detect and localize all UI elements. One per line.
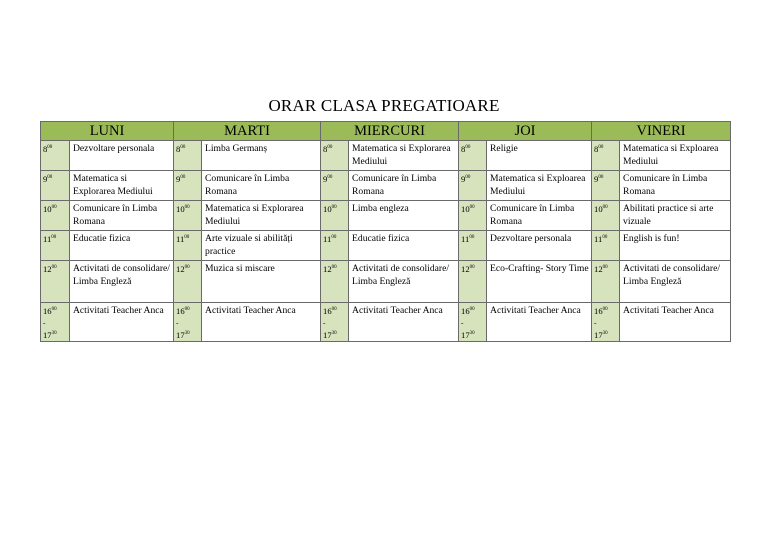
time-cell-marti [174,171,202,201]
day-header-joi: JOI [459,122,592,141]
time-cell-miercuri [321,141,349,171]
time-cell-miercuri [321,201,349,231]
time-end-minutes: 30 [51,330,57,336]
time-hour: 12 [461,263,470,274]
time-hour: 9 [594,174,599,184]
time-minutes: 00 [469,264,475,270]
activity-cell-joi: Eco-Crafting- Story Time [487,260,592,302]
activity-cell-luni: Educatie fizica [70,230,174,260]
time-minutes: 00 [51,306,57,312]
time-hour: 16 [461,305,470,316]
time-minutes: 00 [469,205,475,210]
activity-cell-luni: Dezvoltare personala [70,141,174,171]
time-cell-joi [459,171,487,201]
time-hour: 11 [594,233,603,244]
time-cell-miercuri [321,260,349,302]
time-minutes: 00 [47,175,53,180]
time-cell-luni [41,260,70,302]
time-minutes: 00 [184,306,190,312]
time-cell-marti [174,302,202,341]
time-hour: 8 [461,144,466,154]
activity-cell-marti: Activitati Teacher Anca [202,302,321,341]
page-title: ORAR CLASA PREGATIOARE [268,96,500,115]
time-range-dash: - [594,317,597,327]
time-hour: 11 [461,233,470,244]
time-hour: 10 [323,204,332,214]
time-minutes: 00 [51,205,57,210]
time-minutes: 00 [51,234,57,240]
table-row [41,141,731,171]
activity-cell-vineri: Activitati Teacher Anca [620,302,731,341]
activity-cell-marti: Muzica si miscare [202,260,321,302]
time-hour: 8 [323,144,328,154]
activity-cell-vineri: Abilitati practice si arte vizuale [620,201,731,231]
table-row [41,171,731,201]
time-hour: 16 [43,305,52,316]
activity-cell-marti: Limba Germanș [202,141,321,171]
time-minutes: 00 [602,306,608,312]
activity-cell-luni: Matematica si Explorarea Mediului [70,171,174,201]
time-hour: 9 [323,174,328,184]
time-minutes: 00 [465,175,471,180]
activity-cell-vineri: Matematica si Exploarea Mediului [620,141,731,171]
time-cell-joi [459,141,487,171]
time-hour: 10 [594,204,603,214]
activity-cell-marti: Arte vizuale si abilități practice [202,230,321,260]
time-end-hour: 17 [461,329,470,340]
time-end-minutes: 30 [469,330,475,336]
time-hour: 10 [43,204,52,214]
time-end-minutes: 30 [331,330,337,336]
time-minutes: 00 [465,145,471,150]
time-minutes: 00 [602,205,608,210]
time-minutes: 00 [598,175,604,180]
time-end-hour: 17 [594,329,603,340]
time-minutes: 00 [327,145,333,150]
time-minutes: 00 [469,306,475,312]
day-header-vineri: VINERI [592,122,731,141]
time-end-minutes: 30 [184,330,190,336]
time-cell-joi [459,260,487,302]
time-minutes: 00 [331,234,337,240]
time-cell-miercuri [321,171,349,201]
time-cell-luni [41,302,70,341]
time-hour: 10 [176,204,185,214]
time-cell-vineri [592,302,620,341]
time-cell-joi [459,230,487,260]
time-cell-luni [41,171,70,201]
time-hour: 12 [594,263,603,274]
time-minutes: 00 [602,234,608,240]
time-cell-vineri [592,141,620,171]
time-range-dash: - [176,317,179,327]
time-minutes: 00 [180,145,186,150]
time-cell-miercuri [321,302,349,341]
time-cell-miercuri [321,230,349,260]
activity-cell-vineri: Comunicare în Limba Romana [620,171,731,201]
time-cell-vineri [592,201,620,231]
time-cell-marti [174,141,202,171]
time-minutes: 00 [331,264,337,270]
time-end-hour: 17 [323,329,332,340]
time-hour: 11 [176,233,185,244]
day-header-luni: LUNI [41,122,174,141]
activity-cell-marti: Comunicare în Limba Romana [202,171,321,201]
activity-cell-joi: Matematica si Exploarea Mediului [487,171,592,201]
activity-cell-miercuri: Matematica si Explorarea Mediului [349,141,459,171]
time-minutes: 00 [184,234,190,240]
time-minutes: 00 [51,264,57,270]
time-minutes: 00 [331,205,337,210]
activity-cell-miercuri: Activitati de consolidare/ Limba Engleză [349,260,459,302]
activity-cell-joi: Dezvoltare personala [487,230,592,260]
activity-cell-joi: Religie [487,141,592,171]
day-header-marti: MARTI [174,122,321,141]
time-hour: 16 [176,305,185,316]
time-minutes: 00 [598,145,604,150]
time-hour: 11 [323,233,332,244]
time-hour: 16 [594,305,603,316]
time-minutes: 00 [180,175,186,180]
time-cell-joi [459,302,487,341]
time-cell-luni [41,230,70,260]
time-hour: 12 [176,263,185,274]
time-cell-vineri [592,230,620,260]
time-cell-marti [174,230,202,260]
time-cell-marti [174,201,202,231]
time-hour: 9 [461,174,466,184]
activity-cell-luni: Activitati de consolidare/ Limba Engleză [70,260,174,302]
activity-cell-luni: Comunicare în Limba Romana [70,201,174,231]
time-range-dash: - [323,317,326,327]
day-header-miercuri: MIERCURI [321,122,459,141]
time-cell-joi [459,201,487,231]
time-minutes: 00 [327,175,333,180]
table-row [41,201,731,231]
time-hour: 12 [43,263,52,274]
time-minutes: 00 [602,264,608,270]
time-minutes: 00 [469,234,475,240]
time-end-minutes: 30 [602,330,608,336]
activity-cell-vineri: English is fun! [620,230,731,260]
activity-cell-joi: Activitati Teacher Anca [487,302,592,341]
time-minutes: 00 [184,264,190,270]
activity-cell-joi: Comunicare în Limba Romana [487,201,592,231]
time-minutes: 00 [184,205,190,210]
activity-cell-miercuri: Educatie fizica [349,230,459,260]
header-row [41,122,731,141]
time-cell-luni [41,141,70,171]
time-hour: 8 [176,144,181,154]
activity-cell-miercuri: Comunicare în Limba Romana [349,171,459,201]
time-minutes: 00 [47,145,53,150]
time-end-hour: 17 [43,329,52,340]
time-hour: 8 [43,144,48,154]
activity-cell-miercuri: Activitati Teacher Anca [349,302,459,341]
table-row [41,302,731,341]
time-hour: 12 [323,263,332,274]
time-hour: 10 [461,204,470,214]
time-cell-luni [41,201,70,231]
timetable [40,121,731,342]
time-hour: 9 [176,174,181,184]
time-end-hour: 17 [176,329,185,340]
activity-cell-miercuri: Limba engleza [349,201,459,231]
time-range-dash: - [43,317,46,327]
time-cell-vineri [592,171,620,201]
activity-cell-marti: Matematica si Explorarea Mediului [202,201,321,231]
activity-cell-vineri: Activitati de consolidare/ Limba Engleză [620,260,731,302]
time-cell-marti [174,260,202,302]
time-cell-vineri [592,260,620,302]
time-hour: 16 [323,305,332,316]
time-minutes: 00 [331,306,337,312]
time-hour: 8 [594,144,599,154]
time-hour: 9 [43,174,48,184]
table-row [41,230,731,260]
table-row [41,260,731,302]
time-range-dash: - [461,317,464,327]
time-hour: 11 [43,233,52,244]
activity-cell-luni: Activitati Teacher Anca [70,302,174,341]
